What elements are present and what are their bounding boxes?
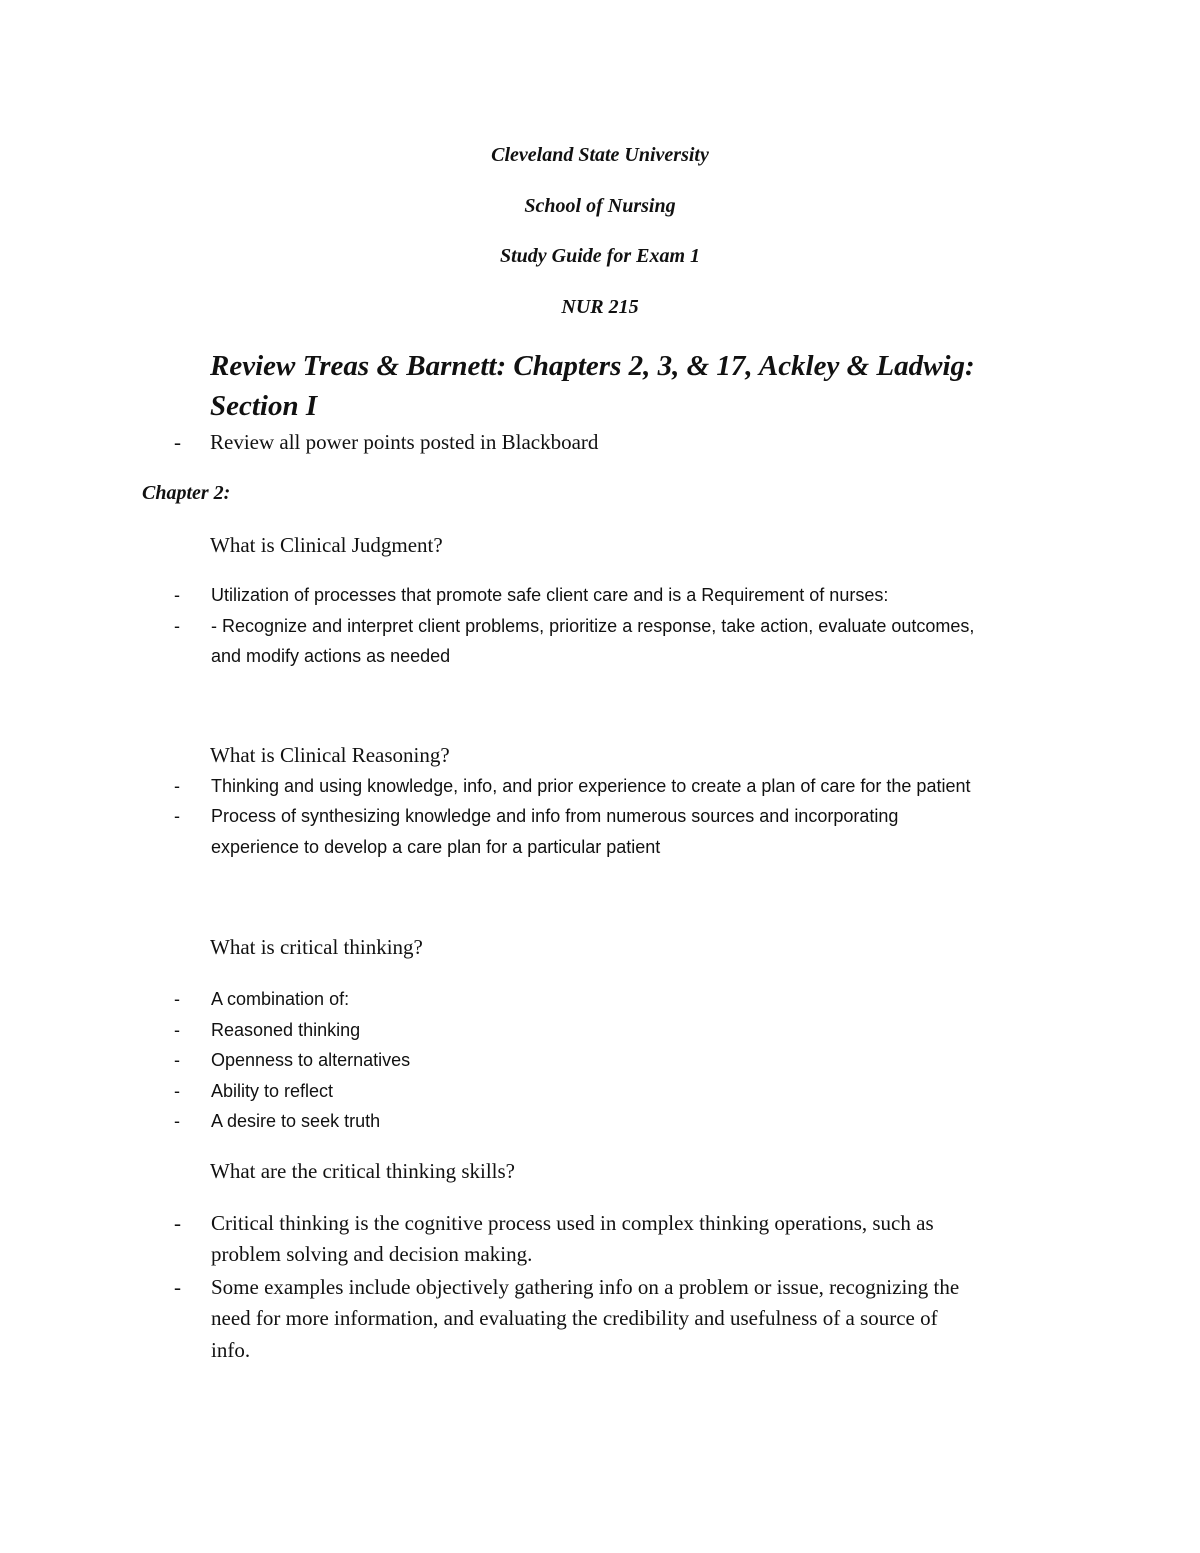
bullet-marker: - [174,1275,181,1299]
header-course: NUR 215 [561,296,639,318]
list-item-text-cont: experience to develop a care plan for a particular patient [211,837,661,857]
list-item-text-cont: and modify actions as needed [211,646,451,666]
bullet-marker: - [174,585,180,605]
list-item-text: Ability to reflect [211,1081,334,1101]
list-item-text: A desire to seek truth [211,1111,381,1131]
bullet-marker: - [174,1081,180,1101]
bullet-marker: - [174,1020,180,1040]
list-item-text: Some examples include objectively gathering info on a problem or issue, recognizing the [211,1275,960,1299]
review-heading-line1: Review Treas & Barnett: Chapters 2, 3, & 17, Ackley & Ladwig: [210,350,975,382]
bullet-marker: - [174,1111,180,1131]
bullet-marker: - [174,616,180,636]
list-item-text: Utilization of processes that promote safe client care and is a Requirement of nurses: [211,585,889,605]
header-school: School of Nursing [524,195,676,217]
question-clinical-reasoning: What is Clinical Reasoning? [210,743,450,767]
list-item-text-cont: problem solving and decision making. [211,1242,533,1266]
question-critical-thinking-skills: What are the critical thinking skills? [210,1159,515,1183]
chapter-label: Chapter 2: [142,482,231,504]
list-item-text-cont: info. [211,1338,251,1362]
bullet-marker: - [174,989,180,1009]
list-item-text: Reasoned thinking [211,1020,361,1040]
header-guide: Study Guide for Exam 1 [499,245,701,267]
list-item-text: Process of synthesizing knowledge and info from numerous sources and incorporating [211,806,899,826]
bullet-marker: - [174,806,180,826]
list-item-text: Thinking and using knowledge, info, and prior experience to create a plan of care for the patient [211,776,971,796]
bullet-marker: - [174,1211,181,1235]
list-item-text: Openness to alternatives [211,1050,411,1070]
review-heading-line2: Section I [210,390,318,422]
question-clinical-judgment: What is Clinical Judgment? [210,533,443,557]
bullet-marker: - [174,776,180,796]
review-bullet-text: Review all power points posted in Blackboard [210,430,599,454]
bullet-marker: - [174,430,181,454]
list-item-text-cont: need for more information, and evaluating the credibility and usefulness of a source of [211,1306,938,1330]
list-item-text: A combination of: [211,989,350,1009]
question-critical-thinking: What is critical thinking? [210,935,423,959]
header-university: Cleveland State University [491,144,709,166]
list-item-text: Critical thinking is the cognitive process used in complex thinking operations, such as [211,1211,934,1235]
list-item-text: - Recognize and interpret client problems, prioritize a response, take action, evaluate outcomes, [211,616,975,636]
bullet-marker: - [174,1050,180,1070]
